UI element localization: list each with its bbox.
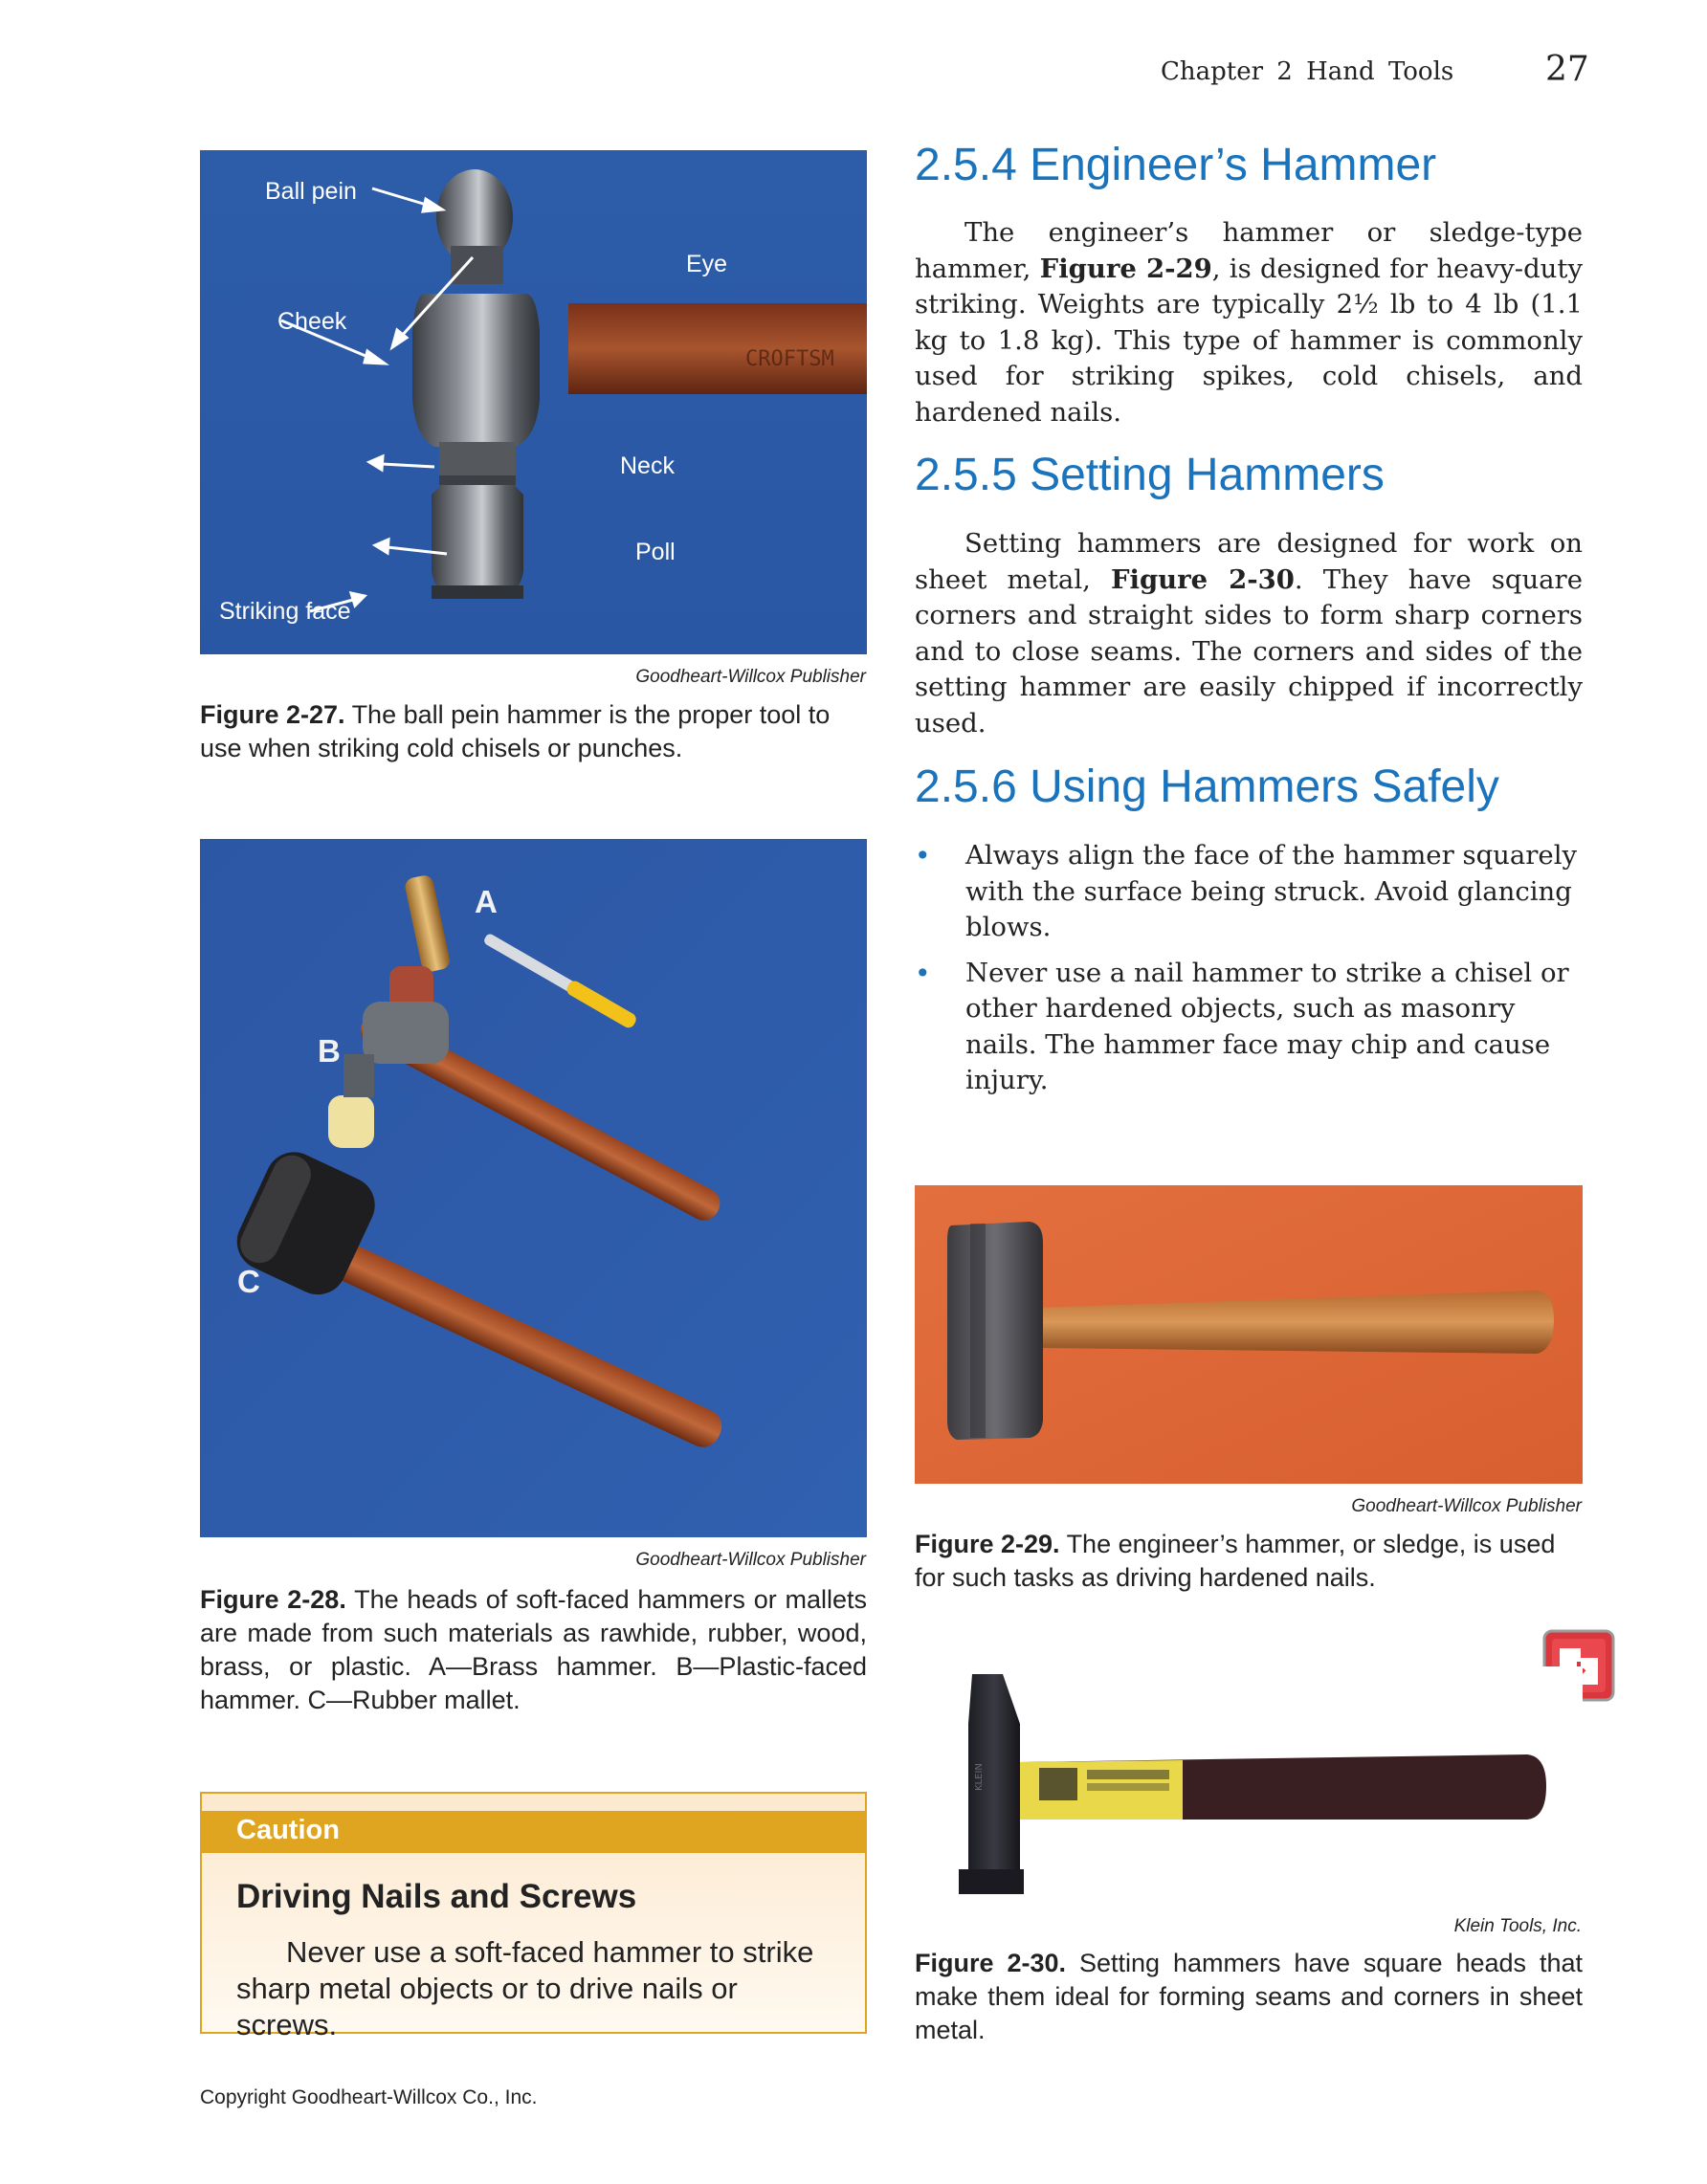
list-item: • Always align the face of the hammer squarely with the surface being struck. Avoid glancing blows. — [915, 840, 1578, 942]
caution-title: Caution — [236, 1815, 340, 1845]
section-2-5-5-body — [915, 526, 1583, 741]
figure-2-28-photo — [200, 839, 867, 1537]
figure-2-30-credit: Klein Tools, Inc. — [1453, 1916, 1582, 1936]
callout-neck: Neck — [620, 452, 675, 479]
running-header-chapter: Chapter 2 Hand Tools — [1161, 57, 1454, 86]
figure-2-28-letter-a: A — [475, 884, 498, 919]
list-item: • Never use a nail hammer to strike a chisel or other hardened objects, such as masonry nails. The hammer face may chip and cause injury. — [915, 957, 1569, 1095]
figure-2-29-caption — [915, 1528, 1583, 1595]
figure-2-30-photo — [915, 1666, 1583, 1908]
figure-2-28-letter-c: C — [237, 1264, 260, 1299]
bullet-icon: • — [915, 957, 931, 989]
figure-2-30-reference[interactable]: Figure 2-30 — [1110, 563, 1295, 595]
callout-eye: Eye — [686, 251, 728, 277]
figure-2-28-credit: Goodheart-Willcox Publisher — [635, 1550, 866, 1570]
callout-cheek: Cheek — [277, 308, 347, 335]
figure-2-29-text: The engineer’s hammer, or sledge, is used for such tasks as driving hardened nails. — [915, 1530, 1556, 1592]
figure-2-27-text: The ball pein hammer is the proper tool to use when striking cold chisels or punches. — [200, 700, 831, 762]
figure-2-27-label: Figure 2-27. — [200, 700, 345, 729]
figure-2-28-caption — [200, 1583, 867, 1717]
section-2-5-4-body — [915, 215, 1583, 430]
bullet-icon: • — [915, 840, 931, 871]
figure-2-29-label: Figure 2-29. — [915, 1530, 1060, 1558]
figure-2-28-text: The heads of soft-faced hammers or mallets are made from such materials as rawhide, rubber, wood, brass, or plastic. A—Brass hammer. B—Plastic-faced hammer. C—Rubber mallet. — [200, 1585, 868, 1714]
safety-bullet-list — [915, 838, 1583, 1109]
figure-2-29-reference[interactable]: Figure 2-29 — [1039, 253, 1212, 284]
figure-2-27-caption — [200, 698, 867, 765]
figure-2-30-text: Setting hammers have square heads that make them ideal for forming seams and corners in sheet metal. — [915, 1949, 1583, 2044]
section-2-5-4-heading: 2.5.4 Engineer’s Hammer — [915, 140, 1437, 190]
figure-2-29-credit: Goodheart-Willcox Publisher — [1351, 1496, 1582, 1516]
section-2-5-4-paragraph: The engineer’s hammer or sledge-type hammer, Figure 2-29, is designed for heavy-duty striking. Weights are typically 2½ lb to 4 lb (1.1 kg to 1.8 kg). This type of hammer is commonly used for striking spikes, cold chisels, and hardened nails. — [915, 217, 1583, 428]
section-2-5-5-paragraph: Setting hammers are designed for work on sheet metal, Figure 2-30. They have square corners and straight sides to form sharp corners and to close seams. The corners and sides of the setting hammer are easily chipped if incorrectly used. — [915, 528, 1583, 739]
caution-title-bar — [202, 1811, 865, 1853]
section-2-5-6-heading: 2.5.6 Using Hammers Safely — [915, 761, 1499, 812]
svg-text:KLEIN: KLEIN — [974, 1763, 985, 1791]
figure-2-30-label: Figure 2-30. — [915, 1949, 1066, 1977]
section-2-5-5-heading: 2.5.5 Setting Hammers — [915, 450, 1385, 500]
figure-2-28-label: Figure 2-28. — [200, 1585, 346, 1614]
caution-box — [200, 1792, 867, 2041]
callout-striking-face: Striking face — [219, 598, 351, 625]
figure-2-28-letter-b: B — [318, 1033, 341, 1069]
callout-poll: Poll — [635, 539, 676, 565]
figure-2-27-credit: Goodheart-Willcox Publisher — [635, 667, 866, 687]
caution-heading: Driving Nails and Screws — [236, 1878, 637, 1915]
footer-copyright: Copyright Goodheart-Willcox Co., Inc. — [200, 2086, 538, 2108]
figure-2-30-caption — [915, 1947, 1583, 2047]
figure-2-29-photo — [915, 1185, 1583, 1484]
callout-ball-pein: Ball pein — [265, 178, 357, 205]
page-number: 27 — [1545, 50, 1589, 89]
caution-text: Never use a soft-faced hammer to strike sharp metal objects or to drive nails or screws. — [236, 1935, 814, 2041]
figure-2-27-photo — [200, 150, 867, 654]
svg-text:CROFTSM: CROFTSM — [745, 347, 834, 371]
